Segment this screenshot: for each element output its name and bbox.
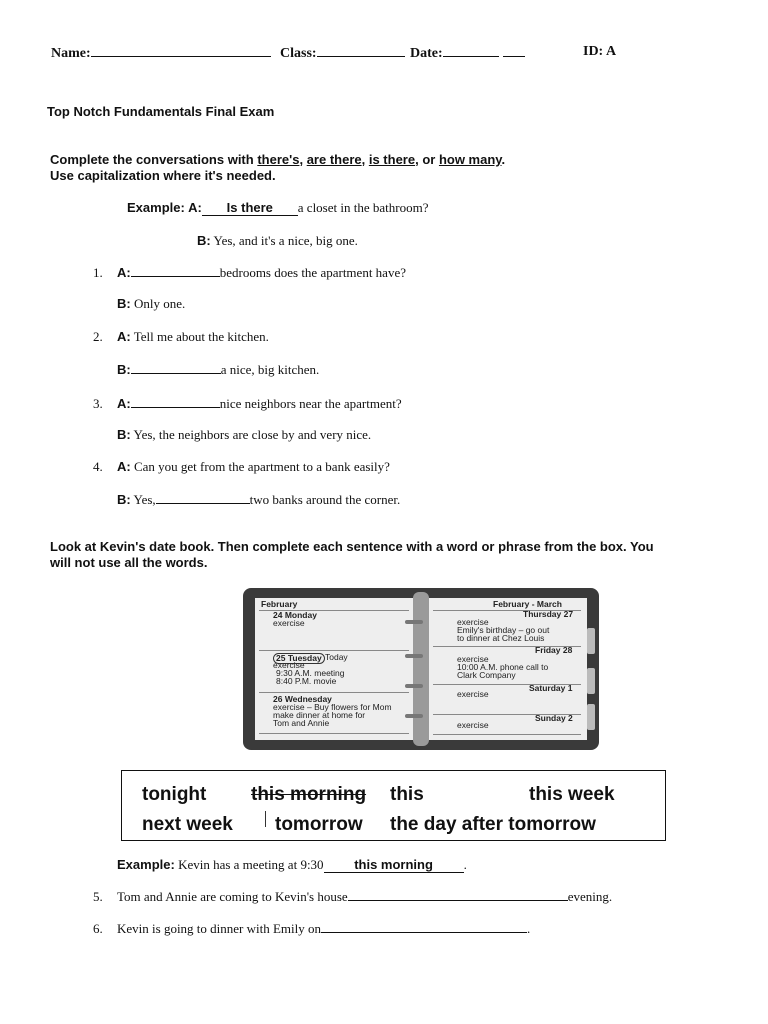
day-28-event: Clark Company [457, 670, 516, 680]
day-27-event: to dinner at Chez Louis [457, 633, 545, 643]
page-title: Top Notch Fundamentals Final Exam [47, 104, 275, 119]
page-tab [587, 628, 595, 654]
item-3-b-text: Yes, the neighbors are close by and very nice. [133, 427, 372, 442]
id-label: ID: A [583, 44, 617, 59]
separator: , [299, 152, 307, 167]
item-4-a-text: Can you get from the apartment to a bank easily? [133, 459, 390, 474]
day-1: Saturday 1 [529, 683, 573, 693]
word-tonight: tonight [142, 784, 207, 805]
class-label: Class: [280, 46, 317, 61]
day-26-event: exercise – Buy flowers for Mom [273, 702, 392, 712]
item-number: 2. [93, 329, 103, 344]
day-27-event: exercise [457, 617, 489, 627]
item-5-end: evening. [567, 889, 613, 904]
ring [405, 684, 423, 688]
answer-blank-3[interactable] [131, 395, 220, 408]
b-label: B: [117, 427, 131, 442]
date-field[interactable] [410, 44, 525, 62]
item-1-b-row [117, 296, 185, 312]
date-label: Date: [410, 46, 443, 61]
day-1-event: exercise [457, 689, 489, 699]
class-blank[interactable] [317, 44, 405, 57]
word-box [121, 770, 666, 841]
word-the-day-after-tomorrow: the day after tomorrow [390, 814, 596, 835]
day-25-event: 9:30 A.M. meeting [276, 668, 345, 678]
item-5-row [93, 888, 612, 905]
word-tomorrow: tomorrow [275, 814, 363, 835]
option-is-there: is there [368, 152, 416, 167]
answer-blank-2[interactable] [131, 361, 221, 374]
date-book-spine [413, 592, 429, 746]
section2-instruction-line2: will not use all the words. [50, 555, 208, 570]
section2-example-row [117, 857, 467, 873]
b-label: B: [117, 362, 131, 377]
item-2-a-row [93, 329, 269, 345]
item-3-a-text: nice neighbors near the apartment? [219, 396, 402, 411]
example-a-text: a closet in the bathroom? [297, 200, 429, 215]
name-field[interactable] [51, 44, 271, 62]
option-how-many: how many [438, 152, 502, 167]
day-27: Thursday 27 [523, 609, 574, 619]
option-are-there: are there [306, 152, 362, 167]
rule [259, 733, 409, 734]
a-label: A: [117, 459, 131, 474]
day-28-event: 10:00 A.M. phone call to [457, 662, 549, 672]
section2-instruction-line1: Look at Kevin's date book. Then complete each sentence with a word or phrase from the box. You [50, 539, 654, 554]
item-1-a-text: bedrooms does the apartment have? [219, 265, 406, 280]
day-25-event: exercise [273, 660, 305, 670]
name-label: Name: [51, 46, 91, 61]
item-4-a-row [93, 459, 390, 475]
page-tab [587, 668, 595, 694]
day-25-today: Today [325, 652, 348, 662]
answer-blank-5[interactable] [348, 888, 568, 901]
separator: , or [415, 152, 439, 167]
example-answer: this morning [324, 857, 464, 873]
day-28: Friday 28 [535, 645, 573, 655]
day-24: 24 Monday [273, 610, 317, 620]
item-number: 5. [93, 889, 103, 904]
item-2-b-row [117, 361, 319, 378]
answer-blank-6[interactable] [321, 920, 527, 933]
item-2-b-text: a nice, big kitchen. [220, 362, 320, 377]
example-a-label: A: [188, 200, 202, 215]
day-28-event: exercise [457, 654, 489, 664]
a-label: A: [117, 396, 131, 411]
answer-blank-4[interactable] [156, 491, 250, 504]
date-blank-2[interactable] [503, 44, 525, 57]
item-6-end: . [527, 921, 531, 936]
example-b-label: B: [197, 233, 211, 248]
example-end: . [463, 857, 467, 872]
item-3-a-row [93, 395, 402, 412]
a-label: A: [117, 265, 131, 280]
day-25-event: 8:40 P.M. movie [276, 676, 337, 686]
word-this: this [390, 784, 424, 805]
day-27-event: Emily's birthday – go out [457, 625, 550, 635]
rule [259, 692, 409, 693]
option-theres: there's [257, 152, 300, 167]
example-b-text: Yes, and it's a nice, big one. [213, 233, 358, 248]
ring [405, 714, 423, 718]
text-cursor [265, 811, 266, 827]
day-26: 26 Wednesday [273, 694, 332, 704]
section1-instruction-line2: Use capitalization where it's needed. [50, 168, 276, 183]
item-4-b-pre: Yes, [133, 492, 156, 507]
example-label: Example: [127, 200, 185, 215]
item-1-b-text: Only one. [133, 296, 186, 311]
item-3-b-row [117, 427, 371, 443]
b-label: B: [117, 296, 131, 311]
a-label: A: [117, 329, 131, 344]
instruction-prefix: Complete the conversations with [50, 152, 258, 167]
item-number: 6. [93, 921, 103, 936]
right-page-header: February - March [493, 599, 562, 609]
item-4-b-text: two banks around the corner. [249, 492, 401, 507]
date-book-image [243, 588, 599, 750]
item-6-text: Kevin is going to dinner with Emily on [117, 921, 322, 936]
word-this-morning: this morning [251, 784, 367, 805]
example-label: Example: [117, 857, 175, 872]
item-number: 3. [93, 396, 103, 411]
section1-instruction-line1 [50, 152, 505, 168]
answer-blank-1[interactable] [131, 264, 220, 277]
day-26-event: make dinner at home for [273, 710, 366, 720]
section2-instructions [50, 539, 654, 571]
word-this-week: this week [529, 784, 615, 805]
example-answer: Is there [202, 200, 298, 216]
item-6-row [93, 920, 530, 937]
day-25-circled: 25 Tuesday [273, 653, 325, 664]
ring [405, 654, 423, 658]
item-5-text: Tom and Annie are coming to Kevin's house [117, 889, 348, 904]
day-2-event: exercise [457, 720, 489, 730]
name-blank[interactable] [91, 44, 271, 57]
example-text: Kevin has a meeting at 9:30 [178, 857, 324, 872]
item-number: 4. [93, 459, 103, 474]
day-2: Sunday 2 [535, 713, 573, 723]
class-field[interactable] [280, 44, 405, 62]
day-26-event: Tom and Annie [273, 718, 330, 728]
rule [433, 734, 581, 735]
example-b-row [197, 233, 358, 249]
separator: , [361, 152, 369, 167]
day-24-event: exercise [273, 618, 305, 628]
left-page-header: February [261, 599, 298, 609]
item-number: 1. [93, 265, 103, 280]
date-blank[interactable] [443, 44, 499, 57]
period: . [501, 152, 506, 167]
word-next-week: next week [142, 814, 233, 835]
ring [405, 620, 423, 624]
rule [259, 650, 409, 651]
item-1-a-row [93, 264, 406, 281]
item-2-a-text: Tell me about the kitchen. [133, 329, 269, 344]
section1-instructions [50, 152, 505, 184]
b-label: B: [117, 492, 131, 507]
example-a-row [127, 200, 428, 216]
item-4-b-row [117, 491, 400, 508]
page-tab [587, 704, 595, 730]
